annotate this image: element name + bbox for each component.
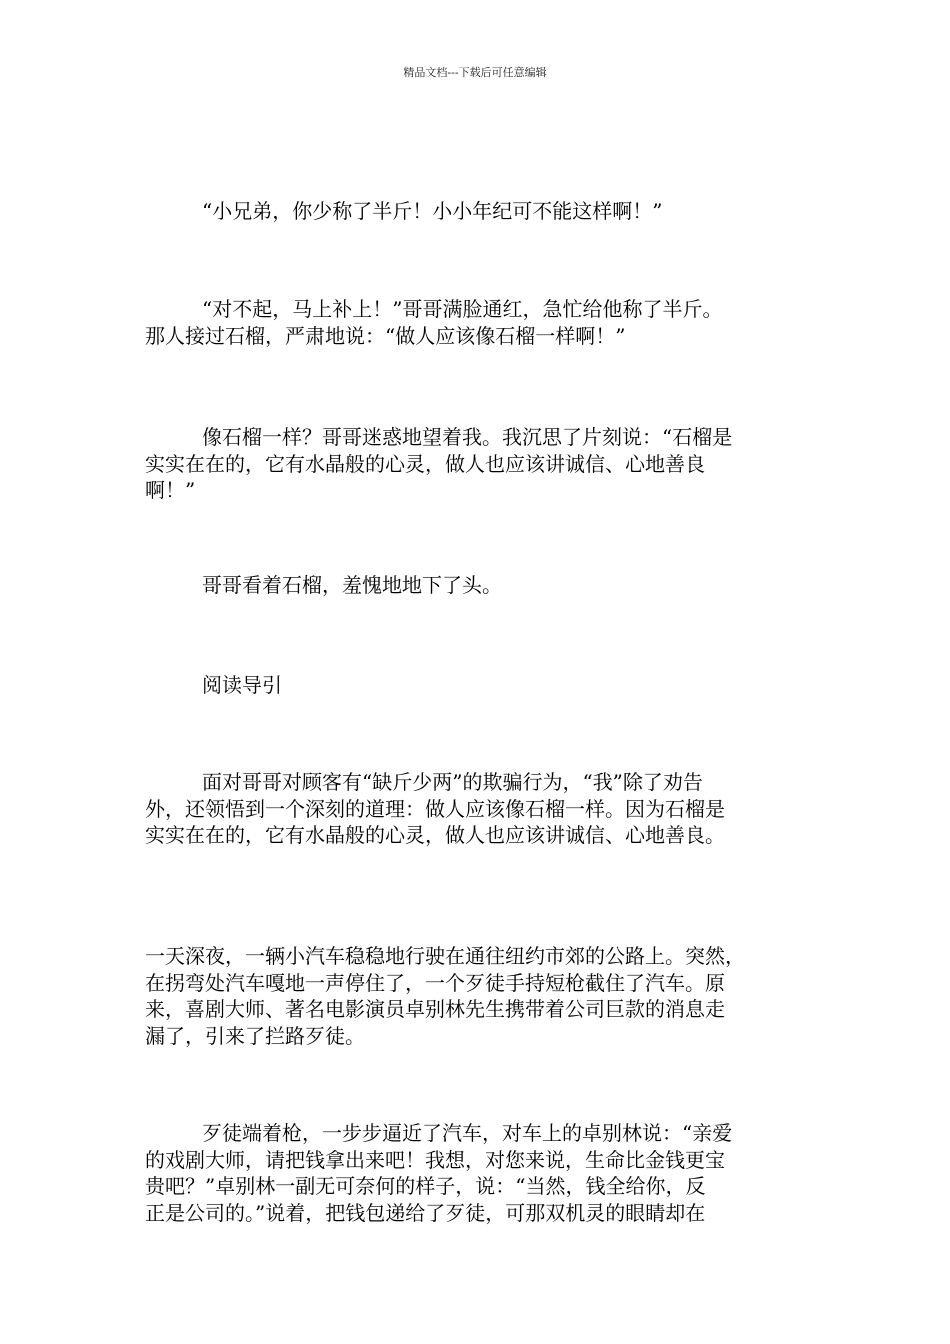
text-line: 正是公司的。”说着，把钱包递给了歹徒，可那双机灵的眼睛却在 xyxy=(145,1200,706,1225)
text-line: 实实在在的，它有水晶般的心灵，做人也应该讲诚信、心地善良 xyxy=(145,451,705,476)
paragraph xyxy=(145,1120,817,1226)
text-line: 那人接过石榴，严肃地说：“做人应该像石榴一样啊！” xyxy=(145,323,626,348)
paragraph xyxy=(145,943,817,1049)
text-line: 面对哥哥对顾客有“缺斤少两”的欺骗行为，“我”除了劝告 xyxy=(202,770,703,794)
paragraph xyxy=(145,198,817,225)
page-header: 精品文档---下载后可任意编辑 xyxy=(403,66,547,79)
text-line: 在拐弯处汽车嘎地一声停住了，一个歹徒手持短枪截住了汽车。原 xyxy=(145,970,725,995)
paragraph xyxy=(145,296,817,349)
text-line: 像石榴一样？哥哥迷惑地望着我。我沉思了片刻说：“石榴是 xyxy=(202,425,733,449)
text-line: “对不起，马上补上！”哥哥满脸通红，急忙给他称了半斤。 xyxy=(202,297,723,321)
text-line: 来，喜剧大师、著名电影演员卓别林先生携带着公司巨款的消息走 xyxy=(145,997,725,1021)
text-line: 的戏剧大师，请把钱拿出来吧！我想，对您来说，生命比金钱更宝 xyxy=(145,1147,725,1172)
text-line: 歹徒端着枪，一步步逼近了汽车，对车上的卓别林说：“亲爱 xyxy=(202,1121,733,1145)
text-line: “小兄弟，你少称了半斤！小小年纪可不能这样啊！” xyxy=(202,199,663,223)
text-line: 漏了，引来了拦路歹徒。 xyxy=(145,1023,365,1048)
text-line: 外，还领悟到一个深刻的道理：做人应该像石榴一样。因为石榴是 xyxy=(145,796,725,821)
paragraph xyxy=(145,572,817,599)
text-line: 阅读导引 xyxy=(202,673,282,697)
paragraph xyxy=(145,424,817,504)
section-heading xyxy=(145,672,817,699)
text-line: 实实在在的，它有水晶般的心灵，做人也应该讲诚信、心地善良。 xyxy=(145,823,725,847)
text-line: 一天深夜，一辆小汽车稳稳地行驶在通往纽约市郊的公路上。突然， xyxy=(145,944,745,968)
text-line: 哥哥看着石榴，羞愧地地下了头。 xyxy=(202,573,502,597)
paragraph xyxy=(145,769,817,849)
text-line: 贵吧？”卓别林一副无可奈何的样子，说：“当然，钱全给你，反 xyxy=(145,1174,706,1198)
text-line: 啊！” xyxy=(145,478,196,502)
